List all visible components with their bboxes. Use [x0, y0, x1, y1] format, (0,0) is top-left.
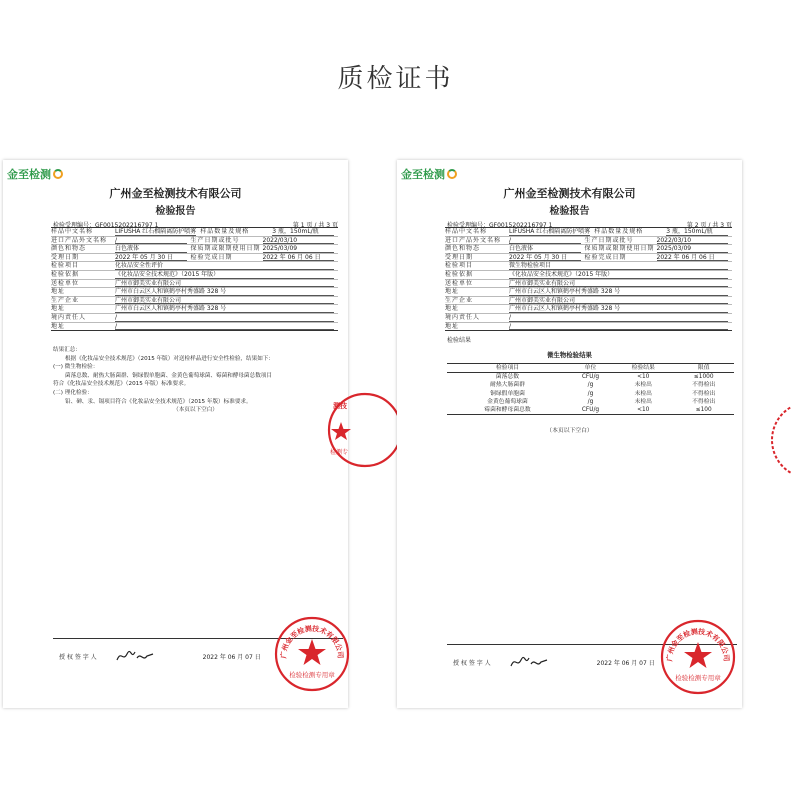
table-row	[447, 390, 734, 398]
info-label: 样品数量及规格	[594, 228, 644, 235]
info-value: 广州市御美实业有限公司	[115, 297, 334, 305]
info-label: 保质期或限期使用日期	[190, 245, 261, 253]
info-label: 检验项目	[445, 262, 474, 270]
table-cell: 菌落总数	[495, 374, 520, 381]
info-value: /	[509, 314, 728, 322]
info-label: 受理日期	[51, 253, 80, 261]
table-row	[447, 373, 734, 382]
page-end-note: （本页以下空白）	[546, 428, 593, 434]
info-row	[51, 323, 338, 331]
info-label: 颜色和物态	[445, 245, 481, 253]
table-cell: 不得检出	[692, 398, 716, 405]
logo-leaf-icon	[53, 169, 63, 179]
summary-line: 符合《化妆品安全技术规范》（2015 年版）标准要求。	[53, 381, 190, 388]
info-value: 《化妆品安全技术规范》（2015 年版）	[115, 271, 334, 279]
info-value: LIFUSHA 红石榴隔离防护喷雾	[509, 228, 591, 235]
info-label: 地址	[51, 305, 66, 313]
company-name: 广州金至检测技术有限公司	[109, 187, 242, 200]
signer-label: 授 权 签 字 人	[453, 659, 491, 667]
info-value: 广州市白云区人和镇鹤亭村秀盛路 328 号	[115, 305, 334, 313]
table-cell: CFU/g	[581, 407, 600, 414]
company-name: 广州金至检测技术有限公司	[503, 187, 636, 200]
info-row	[445, 314, 732, 323]
seal-arc-text: 广州金至检测技术有限公司	[279, 624, 345, 659]
info-label: 生产企业	[445, 296, 474, 304]
info-row	[51, 288, 338, 297]
report-number: 检验受理编号：GF0015202216797 1	[447, 222, 553, 229]
info-label: 检验依据	[51, 270, 80, 278]
page-end-note: （本页以下空白）	[173, 407, 218, 414]
info-value: 广州市白云区人和镇鹤亭村秀盛路 328 号	[509, 305, 728, 313]
info-row	[445, 280, 732, 289]
edge-seal-top-text: 测技	[333, 402, 347, 410]
official-seal	[659, 618, 737, 696]
info-row	[445, 245, 732, 254]
info-row	[51, 305, 338, 314]
info-label: 地址	[445, 322, 460, 330]
info-label: 生产日期或批号	[584, 236, 634, 244]
info-value: 白色液体	[509, 245, 581, 253]
table-cell: ≤1000	[693, 374, 714, 381]
table-cell: CFU/g	[581, 374, 600, 381]
edge-seal-bottom-text: 检测专	[330, 449, 349, 456]
table-cell: 未检出	[634, 382, 652, 389]
sign-date: 2022 年 06 月 07 日	[202, 653, 261, 661]
handwritten-signature	[509, 654, 549, 670]
info-label: 检验依据	[445, 270, 474, 278]
info-value: 白色液体	[115, 245, 187, 253]
info-label: 样品数量及规格	[200, 228, 250, 235]
summary-line: 菌落总数、耐热大肠菌群、铜绿假单胞菌、金黄色葡萄球菌、霉菌和酵母菌总数项目	[65, 372, 272, 379]
info-row	[51, 314, 338, 323]
report-page-2	[397, 160, 742, 708]
info-label: 检验项目	[51, 262, 80, 270]
table-cell: 金黄色葡萄球菌	[487, 398, 528, 405]
info-label: 受理日期	[445, 253, 474, 261]
info-value: 广州市白云区人和镇鹤亭村秀盛路 328 号	[115, 288, 334, 296]
info-row	[51, 245, 338, 254]
table-cell: 铜绿假单胞菌	[490, 390, 525, 397]
info-row	[445, 271, 732, 280]
summary-line: (二) 理化检验：	[53, 389, 93, 396]
signer-label: 授 权 签 字 人	[59, 653, 97, 661]
info-row	[51, 228, 338, 237]
info-label: 检验完成日期	[584, 253, 627, 261]
info-label: 地址	[445, 288, 460, 296]
info-value: /	[115, 237, 187, 245]
report-number: 检验受理编号：GF0015202216797 1	[53, 222, 159, 229]
info-label: 检验完成日期	[190, 253, 233, 261]
page-indicator: 第 1 页 / 共 3 页	[292, 222, 338, 229]
col-unit: 单位	[584, 365, 597, 371]
info-row	[445, 254, 732, 263]
edge-seal-right	[770, 395, 791, 485]
info-label: 生产企业	[51, 296, 80, 304]
info-label: 进口产品外文名称	[445, 236, 502, 244]
info-value: 2022/03/10	[657, 237, 729, 245]
summary-line: 结果汇总：	[53, 347, 81, 353]
col-limit: 限值	[697, 365, 710, 371]
info-value: 2022 年 06 月 06 日	[657, 254, 729, 262]
signature-block	[59, 648, 261, 664]
info-value: 广州市御美实业有限公司	[509, 297, 728, 305]
report-title: 检验报告	[549, 206, 590, 217]
table-cell: 耐热大肠菌群	[490, 382, 525, 389]
info-row	[445, 305, 732, 314]
info-label: 地址	[51, 288, 66, 296]
info-row	[445, 323, 732, 331]
table-cell: 未检出	[634, 390, 652, 397]
company-logo	[401, 166, 457, 182]
info-row	[51, 254, 338, 263]
info-label: 进口产品外文名称	[51, 236, 108, 244]
results-summary	[53, 346, 338, 415]
table-cell: <10	[637, 407, 650, 414]
table-cell: /g	[587, 382, 594, 389]
sample-info-table	[51, 227, 338, 331]
table-cell: 不得检出	[692, 382, 716, 389]
table-cell: /g	[587, 398, 594, 405]
logo-leaf-icon	[447, 169, 457, 179]
info-value: 微生物检验项目	[509, 262, 728, 270]
info-value: 2022 年 06 月 06 日	[263, 254, 335, 262]
info-value: 2022/03/10	[263, 237, 335, 245]
info-label: 境内责任人	[51, 313, 87, 321]
info-value: 2025/03/09	[263, 245, 335, 253]
col-item: 检验项目	[495, 365, 520, 371]
info-value: 广州市白云区人和镇鹤亭村秀盛路 328 号	[509, 288, 728, 296]
info-label: 保质期或限期使用日期	[584, 245, 655, 253]
info-row	[445, 237, 732, 246]
sample-info-table	[445, 227, 732, 331]
info-value: 广州市御美实业有限公司	[509, 280, 728, 288]
results-label: 检验结果	[447, 337, 472, 344]
page-indicator: 第 2 页 / 共 3 页	[686, 222, 732, 229]
signature-block	[453, 654, 655, 670]
info-value: 2022 年 05 月 30 日	[115, 254, 187, 262]
micro-results-table	[447, 363, 734, 415]
info-value: 广州市御美实业有限公司	[115, 280, 334, 288]
seal-bottom-text: 检验检测专用章	[675, 674, 721, 682]
logo-text: 金至检测	[401, 168, 445, 181]
info-label: 生产日期或批号	[190, 236, 240, 244]
report-page-1	[3, 160, 348, 708]
summary-line: (一) 微生物检验：	[53, 364, 99, 371]
info-row	[51, 262, 338, 271]
info-value: LIFUSHA 红石榴隔离防护喷雾	[115, 228, 197, 235]
info-row	[445, 288, 732, 297]
table-cell: /g	[587, 390, 594, 397]
info-value: 2022 年 05 月 30 日	[509, 254, 581, 262]
col-result: 检验结果	[631, 365, 655, 371]
page-title: 质检证书	[337, 64, 454, 94]
info-value: /	[115, 323, 334, 331]
table-row	[447, 381, 734, 389]
handwritten-signature	[115, 648, 155, 664]
company-logo	[7, 166, 63, 182]
official-seal	[273, 615, 351, 693]
info-value: 3 瓶，150mL/瓶	[666, 228, 728, 236]
info-row	[445, 228, 732, 237]
edge-seal	[325, 390, 351, 470]
info-value: 《化妆品安全技术规范》（2015 年版）	[509, 271, 728, 279]
table-cell: 不得检出	[692, 390, 716, 397]
info-label: 送检单位	[445, 279, 474, 287]
table-cell: 霉菌和酵母菌总数	[484, 407, 531, 414]
sign-date: 2022 年 06 月 07 日	[596, 659, 655, 667]
table-cell: 未检出	[634, 398, 652, 405]
report-title: 检验报告	[155, 206, 196, 217]
info-value: /	[509, 237, 581, 245]
summary-line: 铅、砷、汞、镉项目符合《化妆品安全技术规范》（2015 年版）标准要求。	[65, 398, 252, 405]
summary-line: 根据《化妆品安全技术规范》（2015 年版）对送检样品进行安全性检验，结果如下：	[65, 355, 274, 362]
info-row	[51, 271, 338, 280]
info-value: 2025/03/09	[657, 245, 729, 253]
info-label: 境内责任人	[445, 313, 481, 321]
info-row	[51, 237, 338, 246]
info-label: 送检单位	[51, 279, 80, 287]
info-row	[445, 262, 732, 271]
info-label: 样品中文名称	[445, 228, 488, 235]
seal-bottom-text: 检验检测专用章	[289, 671, 335, 679]
info-label: 样品中文名称	[51, 228, 94, 235]
info-value: /	[509, 323, 728, 331]
info-value: /	[115, 314, 334, 322]
info-label: 地址	[51, 322, 66, 330]
table-row	[447, 406, 734, 415]
seal-arc-text: 广州金至检测技术有限公司	[665, 627, 731, 662]
logo-text: 金至检测	[7, 168, 51, 181]
table-cell: <10	[637, 374, 650, 381]
info-value: 化妆品安全性评价	[115, 262, 334, 270]
info-label: 颜色和物态	[51, 245, 87, 253]
micro-results-title: 微生物检验结果	[547, 351, 592, 359]
info-label: 地址	[445, 305, 460, 313]
info-row	[51, 280, 338, 289]
info-value: 3 瓶，150mL/瓶	[272, 228, 334, 236]
table-row	[447, 398, 734, 406]
table-cell: ≤100	[695, 407, 712, 414]
